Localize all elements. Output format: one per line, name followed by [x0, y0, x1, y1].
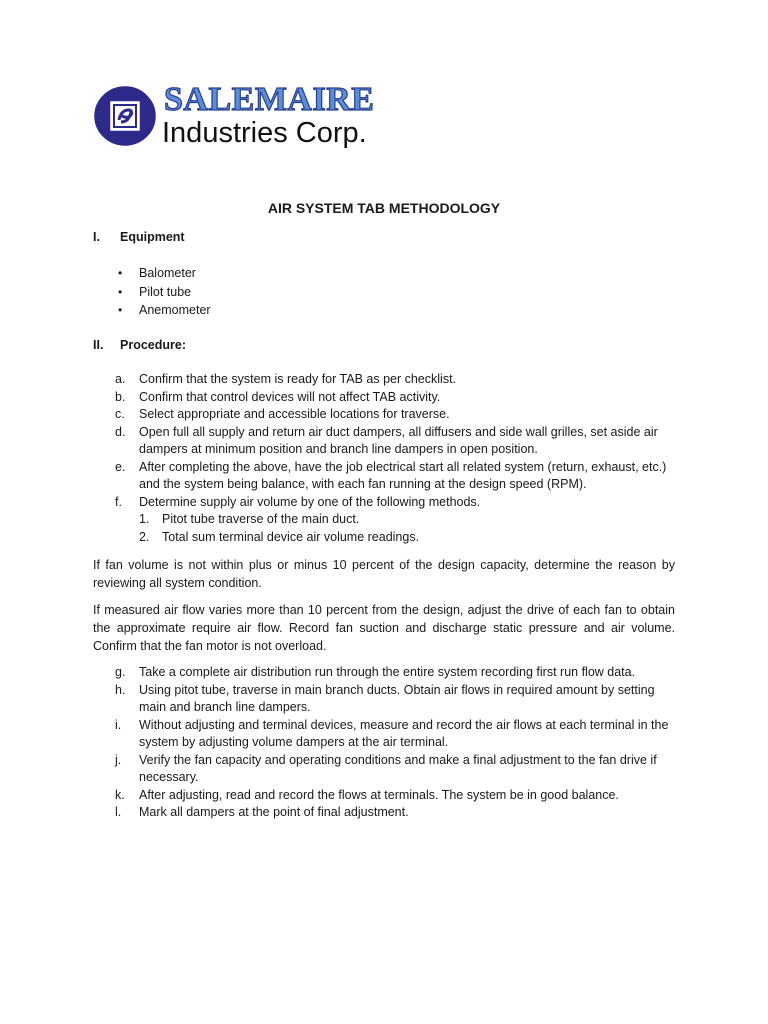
- section-number: I.: [93, 230, 100, 244]
- procedure-step: k. After adjusting, read and record the flows at terminals. The system be in good balance.: [115, 787, 619, 802]
- method-item: 2. Total sum terminal device air volume readings.: [139, 529, 420, 544]
- list-item: • Balometer: [118, 266, 196, 280]
- procedure-steps-a-f: [115, 371, 675, 546]
- logo-company-name: SALEMAIRE: [164, 81, 375, 118]
- procedure-step: i. Without adjusting and terminal devices, measure and record the air flows at each terminal in the system by adjusting volume dampers at the air terminal.: [115, 717, 669, 749]
- procedure-step: g. Take a complete air distribution run through the entire system recording first run flow data.: [115, 665, 636, 679]
- equipment-list: [118, 264, 211, 320]
- procedure-step: j. Verify the fan capacity and operating conditions and make a final adjustment to the fan drive if necessary.: [115, 752, 657, 784]
- bullet-icon: •: [118, 303, 123, 317]
- section-title: Procedure:: [120, 338, 186, 352]
- procedure-steps-g-l: [115, 664, 675, 822]
- procedure-step: e. After completing the above, have the job electrical start all related system (return, exhaust, etc.) and the system being balance, with each fan running at the design speed (RPM).: [115, 459, 667, 491]
- method-list: [139, 511, 675, 546]
- paragraph-fan-volume: If fan volume is not within plus or minus 10 percent of the design capacity, determine the reason by reviewing all system condition.: [93, 558, 675, 590]
- salemaire-logo-icon: [94, 86, 156, 146]
- procedure-step: h. Using pitot tube, traverse in main branch ducts. Obtain air flows in required amount by setting main and branch line dampers.: [115, 682, 655, 714]
- company-logo: [94, 81, 414, 150]
- paragraph-air-flow: If measured air flow varies more than 10 percent from the design, adjust the drive of each fan to obtain the approximate require air flow. Record fan suction and discharge static pressure and air volume. Confirm that the fan motor is not overload.: [93, 603, 675, 653]
- method-item: 1. Pitot tube traverse of the main duct.: [139, 512, 360, 526]
- procedure-step: c. Select appropriate and accessible locations for traverse.: [115, 407, 450, 421]
- bullet-icon: •: [118, 266, 123, 280]
- section-number: II.: [93, 338, 104, 352]
- procedure-step: f. Determine supply air volume by one of the following methods. 1. Pitot tube traverse of the main duct. 2. Total sum terminal device air volume readings.: [115, 494, 675, 547]
- procedure-step: d. Open full all supply and return air duct dampers, all diffusers and side wall grilles, set aside air dampers at minimum position and branch line dampers in open position.: [115, 424, 658, 456]
- procedure-step: l. Mark all dampers at the point of final adjustment.: [115, 805, 409, 819]
- logo-company-subtitle: Industries Corp.: [162, 117, 367, 149]
- list-item: • Pilot tube: [118, 284, 192, 299]
- procedure-step: b. Confirm that control devices will not affect TAB activity.: [115, 389, 441, 404]
- procedure-step: a. Confirm that the system is ready for TAB as per checklist.: [115, 372, 457, 386]
- list-item: • Anemometer: [118, 303, 211, 317]
- document-title: AIR SYSTEM TAB METHODOLOGY: [267, 200, 501, 216]
- bullet-icon: •: [118, 284, 123, 299]
- section-title: Equipment: [120, 230, 185, 244]
- section-procedure-heading: [93, 337, 186, 353]
- section-equipment-heading: [93, 229, 185, 245]
